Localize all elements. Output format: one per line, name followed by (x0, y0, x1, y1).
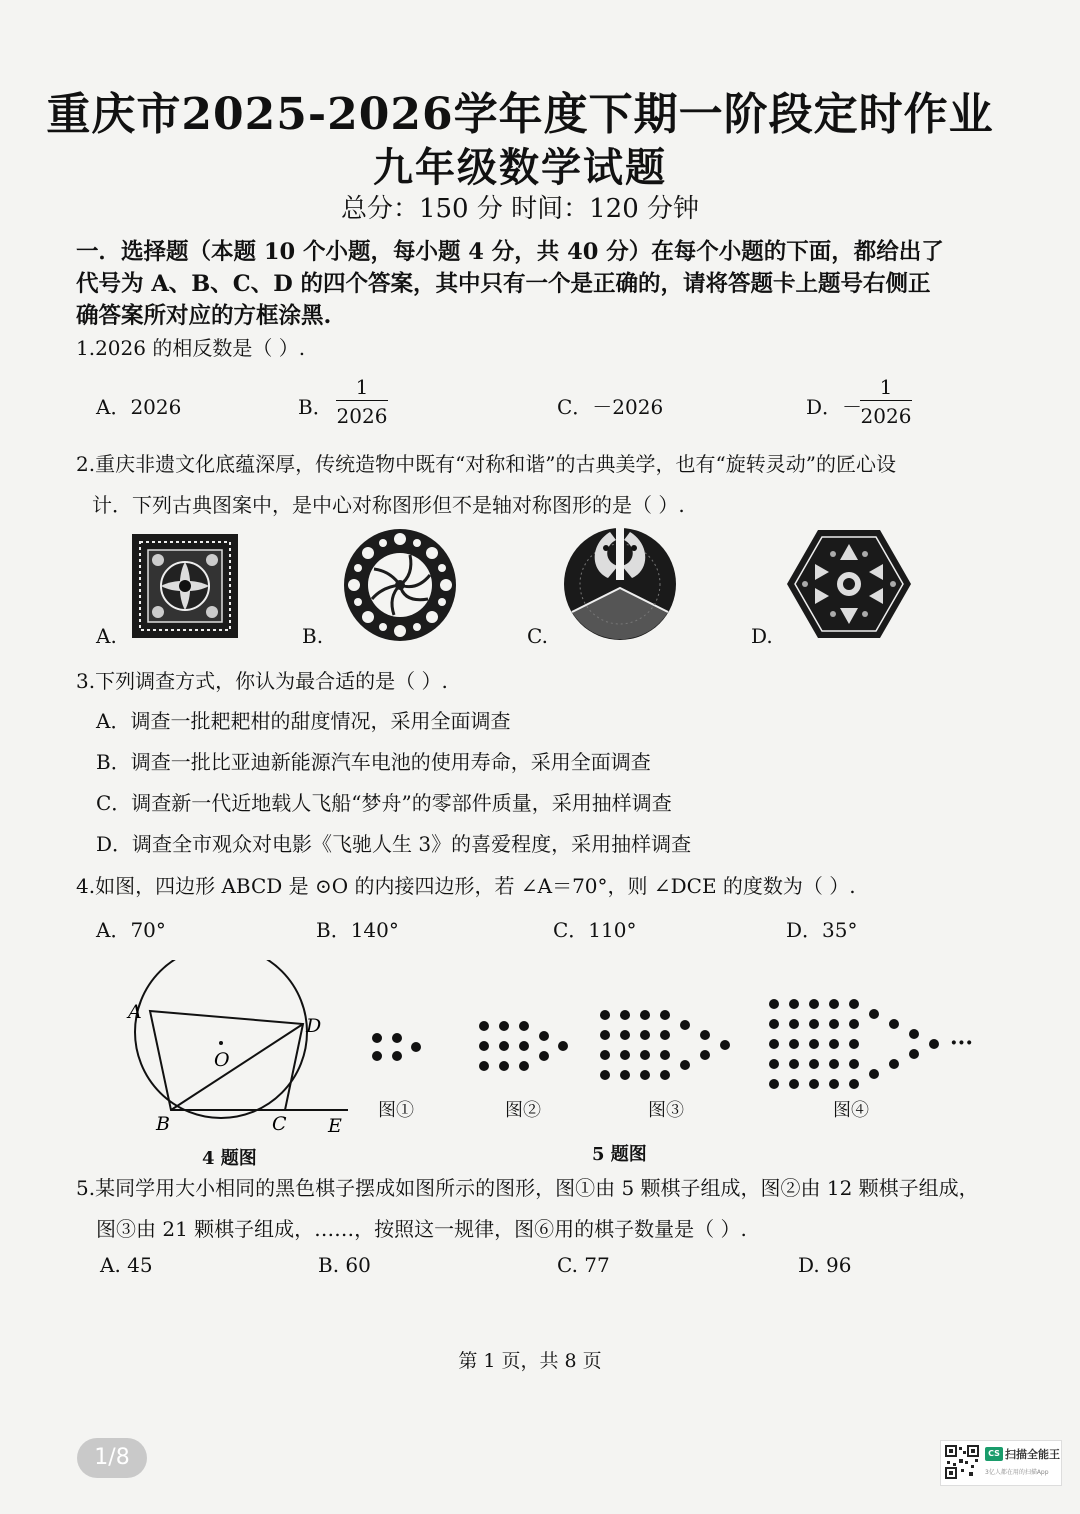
q2-stem-line2: 计．下列古典图案中，是中心对称图形但不是轴对称图形的是（ ）. (92, 493, 685, 517)
q3-option-c: C．调查新一代近地载人飞船“梦舟”的零部件质量，采用抽样调查 (96, 791, 672, 815)
q5-pattern-4-label: 图④ (833, 1100, 869, 1121)
q3-option-b: B．调查一批比亚迪新能源汽车电池的使用寿命，采用全面调查 (96, 750, 651, 774)
q1-option-b-label: B． (298, 395, 333, 419)
section-heading-line1: 一．选择题（本题 10 个小题，每小题 4 分，共 40 分）在每个小题的下面，都给出了 (76, 239, 944, 265)
section-heading-line2: 代号为 A、B、C、D 的四个答案，其中只有一个是正确的，请将答题卡上题号右侧正 (76, 271, 931, 297)
scanner-app-logo-icon: CS (985, 1447, 1003, 1461)
scanner-app-name: 扫描全能王 (1005, 1448, 1060, 1461)
q3-option-a: A．调查一批耙耙柑的甜度情况，采用全面调查 (96, 709, 511, 733)
section-heading-line3: 确答案所对应的方框涂黑. (76, 303, 332, 329)
q1-option-d-label: D．－ (806, 395, 863, 419)
qr-code-icon (945, 1445, 979, 1479)
center-dot (219, 1041, 223, 1045)
q2-option-c: C. (527, 624, 548, 648)
q5-figure-caption: 5 题图 (592, 1144, 647, 1165)
q5-pattern-ellipsis: ··· (950, 1030, 973, 1056)
q3-option-d: D．调查全市观众对电影《飞驰人生 3》的喜爱程度，采用抽样调查 (96, 832, 692, 856)
q5-figure-dot-patterns (360, 990, 980, 1100)
q1-b-denominator: 2026 (336, 404, 388, 428)
point-b-label: B (156, 1113, 170, 1135)
exam-title: 重庆市2025-2026学年度下期一阶段定时作业 (46, 89, 994, 140)
point-e-label: E (328, 1115, 342, 1137)
q2-pattern-d-hexagon (784, 528, 914, 640)
section-heading (76, 236, 976, 332)
q4-figure-caption: 4 题图 (202, 1148, 257, 1169)
q1-option-a: A．2026 (96, 395, 182, 419)
q4-option-c: C．110° (553, 918, 637, 942)
pattern-3-dots (600, 1010, 730, 1080)
exam-subtitle: 九年级数学试题 (373, 144, 667, 191)
point-o-label: O (214, 1049, 230, 1071)
page-indicator-pill[interactable]: 1/8 (77, 1438, 147, 1478)
scanner-app-badge[interactable] (940, 1440, 1062, 1486)
q4-option-d: D．35° (786, 918, 858, 942)
pattern-2-dots (479, 1021, 568, 1071)
diagonal-bd (171, 1024, 303, 1110)
q1-d-denominator: 2026 (860, 404, 912, 428)
q5-stem-line1: 5.某同学用大小相同的黑色棋子摆成如图所示的图形，图①由 5 颗棋子组成，图②由 12 颗棋子组成， (76, 1176, 979, 1200)
page-number-footer: 第 1 页，共 8 页 (458, 1350, 602, 1372)
q5-pattern-3-label: 图③ (648, 1100, 684, 1121)
q5-option-a: A. 45 (100, 1253, 153, 1277)
pattern-1-dots (372, 1033, 421, 1061)
q2-stem-line1: 2.重庆非遗文化底蕴深厚，传统造物中既有“对称和谐”的古典美学，也有“旋转灵动”的匠心设 (76, 452, 896, 476)
q4-option-a: A．70° (96, 918, 166, 942)
q1-d-numerator: 1 (879, 375, 893, 399)
scanner-app-tagline: 3亿人都在用的扫描App (985, 1469, 1049, 1476)
exam-score-time: 总分：150 分 时间：120 分钟 (340, 194, 700, 224)
q5-pattern-1-label: 图① (378, 1100, 414, 1121)
q5-option-b: B. 60 (318, 1253, 371, 1277)
q1-option-d-fraction (860, 374, 912, 431)
q5-option-c: C. 77 (557, 1253, 610, 1277)
q3-stem: 3.下列调查方式，你认为最合适的是（ ）. (76, 669, 448, 693)
q1-option-b-fraction (336, 374, 388, 431)
point-c-label: C (272, 1113, 287, 1135)
q2-pattern-b-spiral-flower (340, 526, 460, 644)
point-d-label: D (306, 1015, 322, 1037)
q2-option-d: D. (751, 624, 773, 648)
q1-b-numerator: 1 (355, 375, 369, 399)
q5-pattern-2-label: 图② (505, 1100, 541, 1121)
q4-figure-inscribed-quadrilateral (120, 960, 360, 1140)
pattern-4-dots (769, 999, 939, 1089)
q1-stem: 1.2026 的相反数是（ ）. (76, 336, 306, 360)
q1-option-c: C．－2026 (557, 395, 664, 419)
point-a-label: A (128, 1001, 142, 1023)
q2-pattern-c-dragon-disc (558, 524, 682, 644)
q2-pattern-a-square (130, 532, 240, 640)
q2-option-a: A. (96, 624, 117, 648)
q4-option-b: B．140° (316, 918, 399, 942)
q5-option-d: D. 96 (798, 1253, 852, 1277)
q4-stem: 4.如图，四边形 ABCD 是 ⊙O 的内接四边形，若 ∠A＝70°，则 ∠DCE 的度数为（ ）. (76, 874, 856, 898)
q5-stem-line2: 图③由 21 颗棋子组成，……，按照这一规律，图⑥用的棋子数量是（ ）. (96, 1217, 747, 1241)
q2-option-b: B. (302, 624, 324, 648)
